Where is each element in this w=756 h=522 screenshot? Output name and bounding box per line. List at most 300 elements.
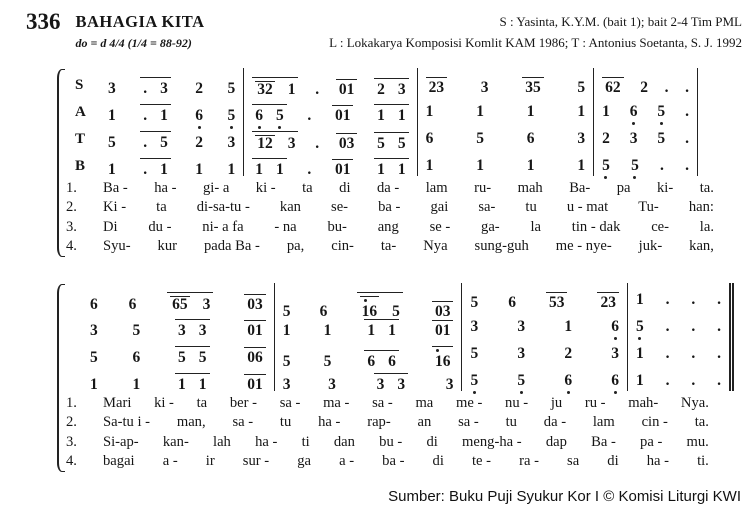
note-token: 3 xyxy=(470,317,479,335)
verse-number: 1. xyxy=(66,179,77,196)
note-token: 1 xyxy=(160,106,168,124)
duration-dot: . xyxy=(717,371,721,389)
note-token: 5 xyxy=(198,348,207,366)
lyric-syllable: a - xyxy=(162,453,178,470)
lyric-syllable: tu xyxy=(279,414,292,431)
note-token: 3 xyxy=(629,129,638,147)
note-token: 1 xyxy=(425,102,434,120)
duration-dot: . xyxy=(307,160,312,178)
note-token: 6 xyxy=(611,371,619,389)
note-token: 5 xyxy=(132,321,141,339)
source-note: Sumber: Buku Puji Syukur Kor I © Komisi Liturgi KWI xyxy=(388,488,741,505)
lyric-syllable: u - mat xyxy=(566,199,609,216)
note-token: 3 xyxy=(90,321,98,339)
music-system-2 xyxy=(66,283,742,473)
lyric-syllable: di xyxy=(339,179,351,196)
lyric-syllable: lam xyxy=(592,414,615,431)
lyric-syllable: lam xyxy=(425,179,448,196)
note-token: 01 xyxy=(244,374,266,393)
lyric-syllable: pa - xyxy=(640,433,663,450)
beam-group xyxy=(374,104,409,124)
note-token: 3 xyxy=(480,78,489,96)
note-token: 2 xyxy=(195,79,203,97)
note-token: 3 xyxy=(108,79,116,97)
verse-number: 1. xyxy=(66,394,77,411)
measure xyxy=(100,122,243,149)
measure xyxy=(243,95,416,122)
lyric-syllable: ni- a fa xyxy=(202,218,244,235)
lyric-syllable: - na xyxy=(274,218,297,235)
measure xyxy=(243,68,416,98)
lyric-syllable: ga- xyxy=(481,218,500,235)
lyrics-block-2 xyxy=(66,395,711,473)
lyric-syllable: ta. xyxy=(694,414,709,431)
lyric-syllable: pa, xyxy=(286,238,305,255)
duration-dot: . xyxy=(665,317,670,335)
note-token: 6 xyxy=(508,293,516,311)
note-token: 6 xyxy=(564,371,573,389)
lyric-syllable: la. xyxy=(699,218,714,235)
lyric-syllable: ber - xyxy=(229,394,258,411)
lyric-syllable: sung-guh xyxy=(474,238,529,255)
duration-dot: . xyxy=(685,156,689,174)
measure xyxy=(100,95,243,122)
verse-number: 3. xyxy=(66,433,77,450)
lyric-syllable: pada Ba - xyxy=(203,238,260,255)
lyric-syllable: gai xyxy=(430,199,449,216)
lyric-syllable: tu xyxy=(525,199,537,216)
lyrics-line xyxy=(66,434,711,454)
note-token: 2 xyxy=(195,133,203,151)
lyric-syllable: ju xyxy=(550,394,563,411)
title-group xyxy=(26,9,205,51)
voice-label xyxy=(66,283,82,310)
note-token: 3 xyxy=(397,375,406,393)
lyric-syllable: ha - xyxy=(646,453,669,470)
duration-dot: . xyxy=(315,134,320,152)
lyric-syllable: Syu- xyxy=(103,238,131,255)
lyric-syllable: a - xyxy=(339,453,355,470)
hymn-number: 336 xyxy=(26,9,61,34)
measure xyxy=(417,68,593,95)
note-token: 1 xyxy=(255,160,263,178)
note-token: 2 xyxy=(602,129,610,147)
duration-dot: . xyxy=(315,80,320,98)
note-token: 1 xyxy=(377,160,385,178)
measure xyxy=(461,337,627,364)
note-token: 1 xyxy=(195,160,203,178)
note-token: 01 xyxy=(336,79,358,98)
lyric-syllable: te - xyxy=(471,453,491,470)
lyric-syllable: ta xyxy=(156,199,167,216)
note-token: 5 xyxy=(377,134,385,152)
lyric-syllable: ki - xyxy=(154,394,174,411)
note-token: 1 xyxy=(132,375,141,393)
note-token: 1 xyxy=(160,160,168,178)
lyric-syllable: kur xyxy=(157,238,177,255)
note-token: 5 xyxy=(275,106,284,124)
note-token: 5 xyxy=(602,156,610,174)
lyric-syllable: ki- xyxy=(657,179,674,196)
duration-dot: . xyxy=(691,290,696,308)
note-token: 5 xyxy=(227,106,236,124)
note-token: 3 xyxy=(160,79,168,97)
lyric-syllable: han: xyxy=(688,199,714,216)
duration-dot: . xyxy=(143,79,148,97)
note-token: 6 xyxy=(388,352,396,370)
lyric-syllable: se- xyxy=(331,199,349,216)
lyric-syllable: gi- a xyxy=(202,179,230,196)
note-token: 6 xyxy=(629,102,638,120)
lyric-syllable: ru- xyxy=(474,179,492,196)
duration-dot: . xyxy=(691,371,696,389)
beam-group xyxy=(364,319,399,339)
note-token: 5 xyxy=(631,156,639,174)
note-token: 16 xyxy=(360,296,380,320)
note-token: 35 xyxy=(522,77,544,96)
beam-group xyxy=(140,77,171,97)
note-token: 1 xyxy=(397,160,406,178)
lyric-syllable: di xyxy=(426,433,438,450)
lyric-syllable: cin- xyxy=(331,238,354,255)
voice-label: T xyxy=(75,130,86,147)
note-token: 5 xyxy=(657,129,666,147)
lyric-syllable: ir xyxy=(205,453,215,470)
note-token: 3 xyxy=(376,375,385,393)
note-token: 2 xyxy=(564,344,573,362)
note-token: 1 xyxy=(108,106,116,124)
note-token: 5 xyxy=(323,352,332,370)
lyric-syllable: ga xyxy=(297,453,311,470)
lyric-syllable: ta. xyxy=(699,179,714,196)
beam-group xyxy=(140,104,171,124)
measure xyxy=(593,122,698,149)
note-token: 1 xyxy=(282,321,291,339)
note-token: 1 xyxy=(367,321,376,339)
duration-dot: . xyxy=(143,106,148,124)
note-token: 5 xyxy=(470,344,479,362)
lyric-syllable: Mari xyxy=(103,394,132,411)
lyric-syllable: kan xyxy=(279,199,301,216)
lyrics-line xyxy=(66,395,711,415)
duration-dot: . xyxy=(691,344,696,362)
measure xyxy=(243,122,416,152)
measure xyxy=(82,337,274,364)
voice-label xyxy=(66,310,82,337)
note-token: 1 xyxy=(476,156,484,174)
lyric-syllable: mu. xyxy=(686,433,709,450)
note-token: 3 xyxy=(198,321,207,339)
measure xyxy=(627,283,734,310)
note-token: 5 xyxy=(657,102,666,120)
note-token: 3 xyxy=(397,80,406,98)
note-token: 32 xyxy=(257,80,273,98)
note-token: 1 xyxy=(227,160,236,178)
measure xyxy=(461,283,627,310)
lyrics-line xyxy=(66,414,711,434)
lyric-syllable: ta- xyxy=(380,238,397,255)
beam-group xyxy=(140,131,171,151)
note-token: 3 xyxy=(282,375,291,393)
syllable-row xyxy=(103,219,716,236)
measure xyxy=(593,68,698,95)
note-token: 6 xyxy=(319,302,328,320)
lyric-syllable: lah xyxy=(213,433,231,450)
lyrics-line xyxy=(66,238,716,258)
note-token: 01 xyxy=(332,105,354,124)
beam-group xyxy=(175,319,210,339)
lyric-syllable: sa - xyxy=(458,414,479,431)
note-token: 06 xyxy=(244,347,266,366)
lyric-syllable: an xyxy=(417,414,432,431)
lyric-syllable: Si-ap- xyxy=(103,433,139,450)
lyric-syllable: Nya xyxy=(423,238,448,255)
measure xyxy=(461,364,627,391)
note-token: 6 xyxy=(90,295,98,313)
lyric-syllable: kan- xyxy=(162,433,189,450)
lyric-syllable: la xyxy=(530,218,541,235)
lyric-syllable: ang xyxy=(377,218,399,235)
note-token: 1 xyxy=(577,156,586,174)
beam-group xyxy=(175,346,210,366)
syllable-row xyxy=(103,414,711,431)
note-token: 6 xyxy=(195,106,203,124)
verse-number: 2. xyxy=(66,414,77,431)
duration-dot: . xyxy=(717,290,721,308)
syllable-row xyxy=(103,199,716,216)
note-token: 5 xyxy=(397,134,406,152)
page-title: BAHAGIA KITA xyxy=(75,12,205,31)
note-token: 03 xyxy=(336,133,358,152)
lyric-syllable: ta xyxy=(302,179,313,196)
measure xyxy=(461,310,627,337)
lyric-syllable: rap- xyxy=(367,414,391,431)
measure xyxy=(100,149,243,176)
note-token: 5 xyxy=(178,348,186,366)
note-token: 01 xyxy=(432,320,454,339)
lyric-syllable: man, xyxy=(176,414,206,431)
lyric-syllable: cin - xyxy=(641,414,668,431)
note-token: 5 xyxy=(227,79,236,97)
note-token: 1 xyxy=(526,102,535,120)
lyric-syllable: Di xyxy=(103,218,118,235)
note-token: 5 xyxy=(282,302,291,320)
syllable-row xyxy=(103,180,716,197)
note-token: 1 xyxy=(397,106,406,124)
lyric-syllable: ra - xyxy=(519,453,539,470)
lyric-syllable: da - xyxy=(543,414,567,431)
measure xyxy=(274,337,462,370)
note-token: 3 xyxy=(328,375,336,393)
lyric-syllable: ma xyxy=(415,394,434,411)
syllable-row xyxy=(103,453,711,470)
notation-grid-1 xyxy=(66,68,698,176)
measure xyxy=(243,149,416,176)
music-system-1 xyxy=(66,68,742,258)
lyric-syllable: ha - xyxy=(154,179,177,196)
note-token: 1 xyxy=(526,156,535,174)
lyric-syllable: meng-ha - xyxy=(462,433,522,450)
lyric-syllable: sa xyxy=(567,453,580,470)
note-token: 1 xyxy=(476,102,484,120)
lyric-syllable: sa - xyxy=(372,394,393,411)
lyric-syllable: ba - xyxy=(382,453,405,470)
note-token: 5 xyxy=(577,78,586,96)
note-token: 1 xyxy=(323,321,332,339)
lyric-syllable: da - xyxy=(376,179,400,196)
verse-number: 4. xyxy=(66,238,77,255)
note-token: 6 xyxy=(611,317,619,335)
note-token: 1 xyxy=(636,344,644,362)
credits xyxy=(329,9,742,54)
measure xyxy=(82,364,274,391)
lyric-syllable: Ba- xyxy=(569,179,591,196)
voice-label xyxy=(66,337,82,364)
note-token: 16 xyxy=(432,346,454,370)
note-token: 5 xyxy=(476,129,484,147)
lyric-syllable: ha - xyxy=(318,414,341,431)
voice-label: B xyxy=(75,157,86,174)
system-bracket-icon xyxy=(57,284,65,472)
lyric-syllable: me - xyxy=(455,394,483,411)
note-token: 1 xyxy=(602,102,610,120)
verse-number: 4. xyxy=(66,453,77,470)
note-token: 5 xyxy=(90,348,98,366)
lyric-syllable: ma - xyxy=(323,394,350,411)
lyrics-line xyxy=(66,180,716,200)
lyric-syllable: dap xyxy=(545,433,567,450)
note-token: 3 xyxy=(227,133,236,151)
beam-group xyxy=(374,373,409,393)
measure xyxy=(417,95,593,122)
lyric-syllable: mah- xyxy=(628,394,659,411)
note-token: 5 xyxy=(108,133,116,151)
duration-dot: . xyxy=(685,102,689,120)
beam-group xyxy=(252,104,287,124)
verse-number: 2. xyxy=(66,199,77,216)
lyric-syllable: du - xyxy=(148,218,172,235)
note-token: 5 xyxy=(636,317,644,335)
note-token: 1 xyxy=(287,80,296,98)
note-token: 5 xyxy=(282,352,291,370)
measure xyxy=(627,337,734,364)
beam-group xyxy=(374,158,409,178)
credit-line-composers: L : Lokakarya Komposisi Komlit KAM 1986; T : Antonius Soetanta, S. J. 1992 xyxy=(329,34,742,50)
measure xyxy=(593,95,698,122)
voice-label: S xyxy=(75,76,84,93)
duration-dot: . xyxy=(664,78,669,96)
measure xyxy=(417,122,593,149)
lyric-syllable: sa - xyxy=(232,414,254,431)
duration-dot: . xyxy=(685,129,689,147)
note-token: 6 xyxy=(526,129,535,147)
duration-dot: . xyxy=(307,106,312,124)
lyric-syllable: me - nye- xyxy=(555,238,612,255)
title-block xyxy=(76,9,205,51)
lyric-syllable: Tu- xyxy=(638,199,659,216)
note-token: 1 xyxy=(198,375,207,393)
duration-dot: . xyxy=(691,317,696,335)
lyric-syllable: di xyxy=(432,453,444,470)
note-token: 1 xyxy=(178,375,186,393)
note-token: 1 xyxy=(564,317,573,335)
beam-group xyxy=(175,373,210,393)
note-token: 1 xyxy=(636,371,644,389)
lyric-syllable: ti xyxy=(301,433,310,450)
duration-dot: . xyxy=(660,156,664,174)
lyric-syllable: ha - xyxy=(255,433,278,450)
header xyxy=(26,9,742,54)
note-token: 01 xyxy=(332,159,354,178)
measure xyxy=(274,283,462,320)
lyric-syllable: dan xyxy=(333,433,355,450)
lyric-syllable: di xyxy=(607,453,619,470)
lyric-syllable: juk- xyxy=(638,238,663,255)
duration-dot: . xyxy=(665,344,670,362)
duration-dot: . xyxy=(143,160,148,178)
lyric-syllable: bu - xyxy=(379,433,403,450)
note-token: 1 xyxy=(636,290,644,308)
measure xyxy=(82,283,274,313)
duration-dot: . xyxy=(665,290,670,308)
note-token: 3 xyxy=(517,317,526,335)
lyrics-line xyxy=(66,219,716,239)
voice-label: A xyxy=(75,103,86,120)
note-token: 03 xyxy=(432,301,454,320)
voice-label xyxy=(66,364,82,391)
lyric-syllable: se - xyxy=(429,218,451,235)
note-token: 6 xyxy=(132,348,141,366)
duration-dot: . xyxy=(717,317,721,335)
duration-dot: . xyxy=(665,371,670,389)
beam-group xyxy=(140,158,171,178)
note-token: 3 xyxy=(445,375,454,393)
measure xyxy=(417,149,593,176)
lyric-syllable: di-sa-tu - xyxy=(196,199,250,216)
measure xyxy=(593,149,698,176)
note-token: 6 xyxy=(128,295,137,313)
note-token: 1 xyxy=(577,102,586,120)
syllable-row xyxy=(103,395,711,412)
syllable-row xyxy=(103,434,711,451)
measure xyxy=(82,310,274,337)
verse-number: 3. xyxy=(66,218,77,235)
lyrics-line xyxy=(66,199,716,219)
lyric-syllable: pa xyxy=(616,179,631,196)
duration-dot: . xyxy=(685,78,689,96)
note-token: 1 xyxy=(90,375,98,393)
lyric-syllable: Ba - xyxy=(591,433,616,450)
note-token: 12 xyxy=(257,134,273,152)
note-token: 3 xyxy=(517,344,526,362)
lyrics-block-1 xyxy=(66,180,716,258)
duration-dot: . xyxy=(143,133,148,151)
lyric-syllable: tin - dak xyxy=(571,218,621,235)
note-token: 01 xyxy=(244,320,266,339)
lyric-syllable: Ki - xyxy=(103,199,127,216)
lyric-syllable: Sa-tu i - xyxy=(103,414,151,431)
lyric-syllable: sa - xyxy=(279,394,301,411)
note-token: 53 xyxy=(546,292,568,311)
lyric-syllable: tu xyxy=(505,414,517,431)
note-token: 6 xyxy=(425,129,434,147)
note-token: 3 xyxy=(287,134,296,152)
note-token: 5 xyxy=(392,302,400,320)
lyric-syllable: sa- xyxy=(478,199,496,216)
note-token: 2 xyxy=(640,78,648,96)
note-token: 1 xyxy=(108,160,116,178)
key-signature: do = d 4/4 (1/4 = 88-92) xyxy=(75,36,192,50)
